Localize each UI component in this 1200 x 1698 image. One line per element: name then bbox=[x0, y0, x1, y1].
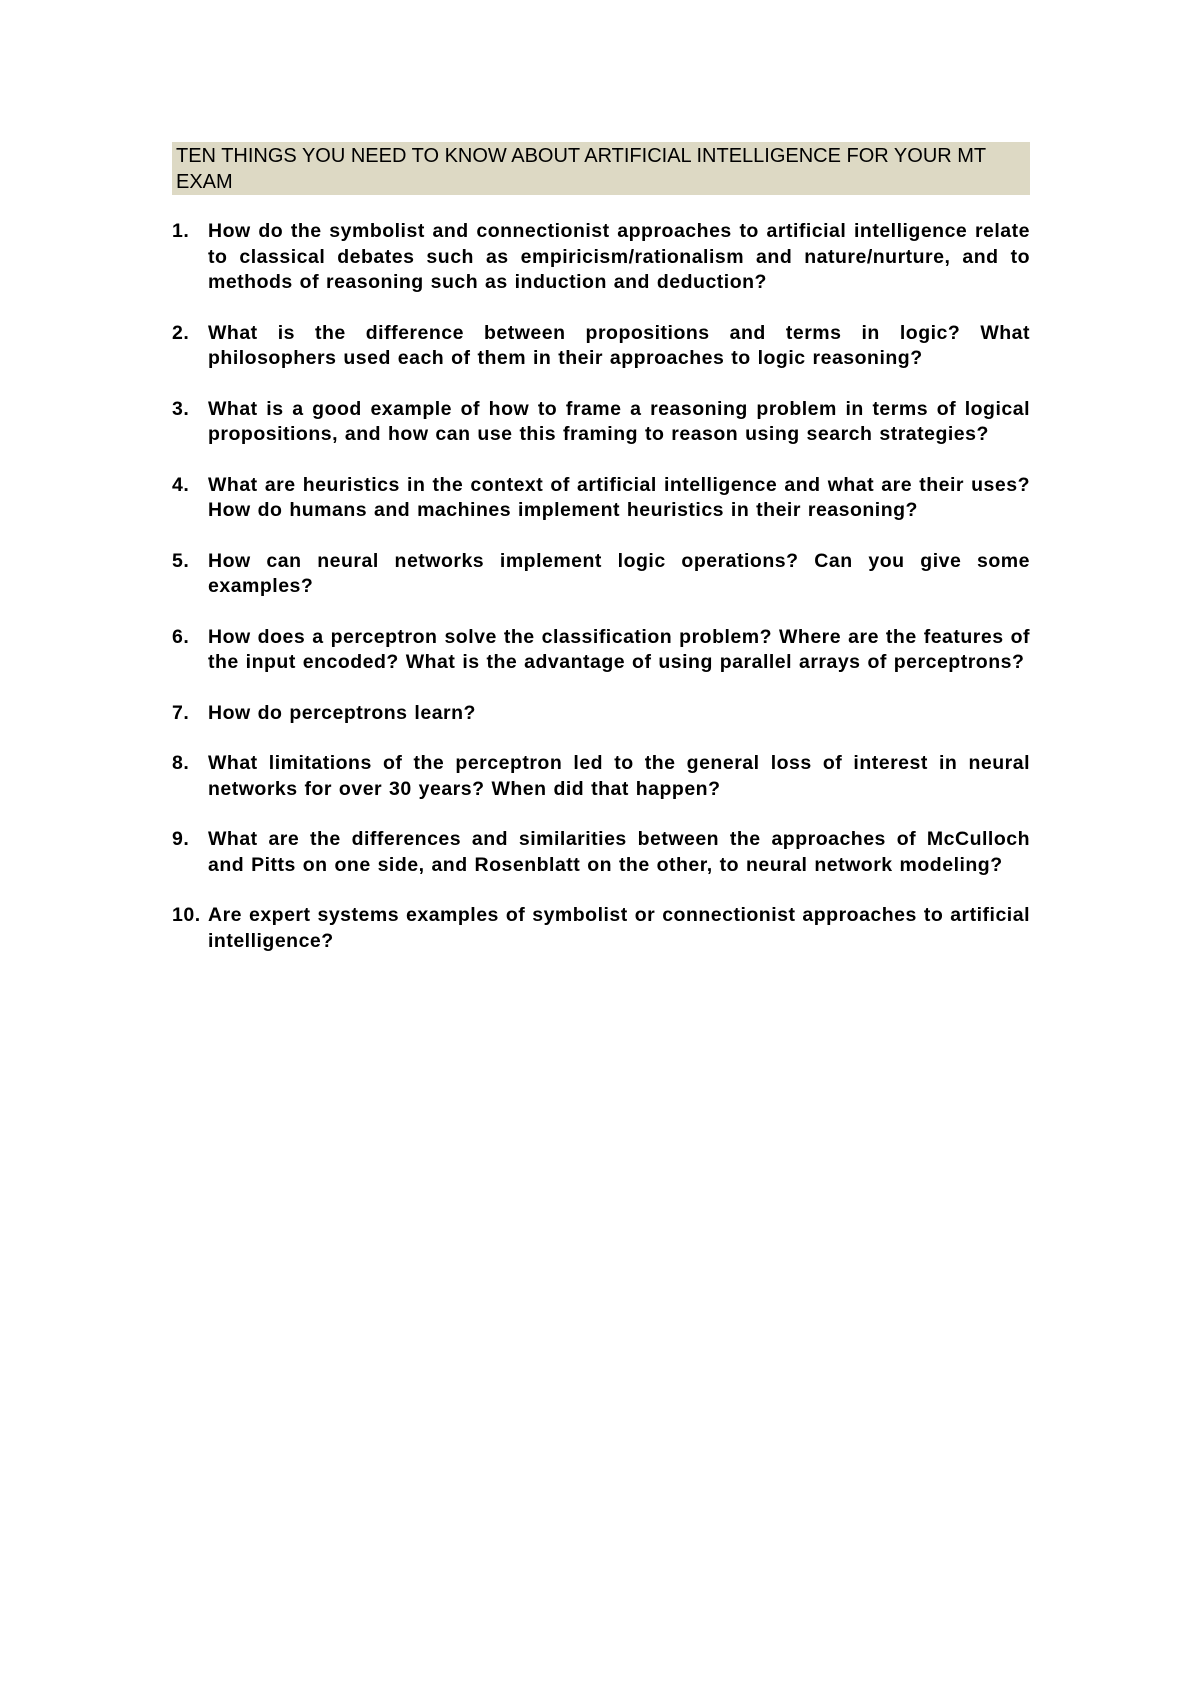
question-number: 1. bbox=[172, 220, 190, 242]
question-number: 3. bbox=[172, 397, 190, 420]
question-number: 2. bbox=[172, 321, 190, 344]
question-text: What limitations of the perceptron led to the general loss of interest in neural networks for over 30 years? When did that happen? bbox=[208, 752, 1030, 800]
question-item-2 bbox=[172, 321, 1030, 372]
question-number: 9. bbox=[172, 828, 190, 850]
question-number: 5. bbox=[172, 549, 190, 572]
question-text: What are heuristics in the context of artificial intelligence and what are their uses? How do humans and machines implement heuristics in their reasoning? bbox=[208, 473, 1030, 521]
question-number: 6. bbox=[172, 625, 190, 648]
question-text: How does a perceptron solve the classification problem? Where are the features of the input encoded? What is the advantage of using parallel arrays of perceptrons? bbox=[208, 625, 1030, 673]
question-number: 10. bbox=[172, 904, 201, 926]
question-number: 7. bbox=[172, 701, 190, 724]
question-text: How do the symbolist and connectionist approaches to artificial intelligence relate to classical debates such as empiricism/rationalism and nature/nurture, and to methods of reasoning such as induction and deduction? bbox=[208, 220, 1030, 293]
question-item-4 bbox=[172, 473, 1030, 524]
question-text: Are expert systems examples of symbolist or connectionist approaches to artificial intelligence? bbox=[208, 904, 1030, 952]
question-number: 4. bbox=[172, 473, 190, 496]
question-item-10 bbox=[172, 903, 1030, 954]
question-item-1 bbox=[172, 219, 1030, 296]
question-text: What is a good example of how to frame a reasoning problem in terms of logical propositions, and how can use this framing to reason using search strategies? bbox=[208, 397, 1030, 445]
question-item-7 bbox=[172, 701, 1030, 727]
question-item-8 bbox=[172, 751, 1030, 802]
question-number: 8. bbox=[172, 752, 190, 774]
question-text: What are the differences and similarities between the approaches of McCulloch and Pitts on one side, and Rosenblatt on the other, to neural network modeling? bbox=[208, 828, 1030, 876]
question-item-9 bbox=[172, 827, 1030, 878]
title-banner bbox=[172, 142, 1030, 195]
question-text: How can neural networks implement logic operations? Can you give some examples? bbox=[208, 549, 1030, 597]
document-title: TEN THINGS YOU NEED TO KNOW ABOUT ARTIFICIAL INTELLIGENCE FOR YOUR MT EXAM bbox=[176, 145, 986, 193]
question-text: What is the difference between propositions and terms in logic? What philosophers used each of them in their approaches to logic reasoning? bbox=[208, 321, 1030, 369]
question-item-6 bbox=[172, 625, 1030, 676]
question-list bbox=[172, 219, 1030, 979]
question-item-3 bbox=[172, 397, 1030, 448]
question-text: How do perceptrons learn? bbox=[208, 701, 476, 724]
question-item-5 bbox=[172, 549, 1030, 600]
